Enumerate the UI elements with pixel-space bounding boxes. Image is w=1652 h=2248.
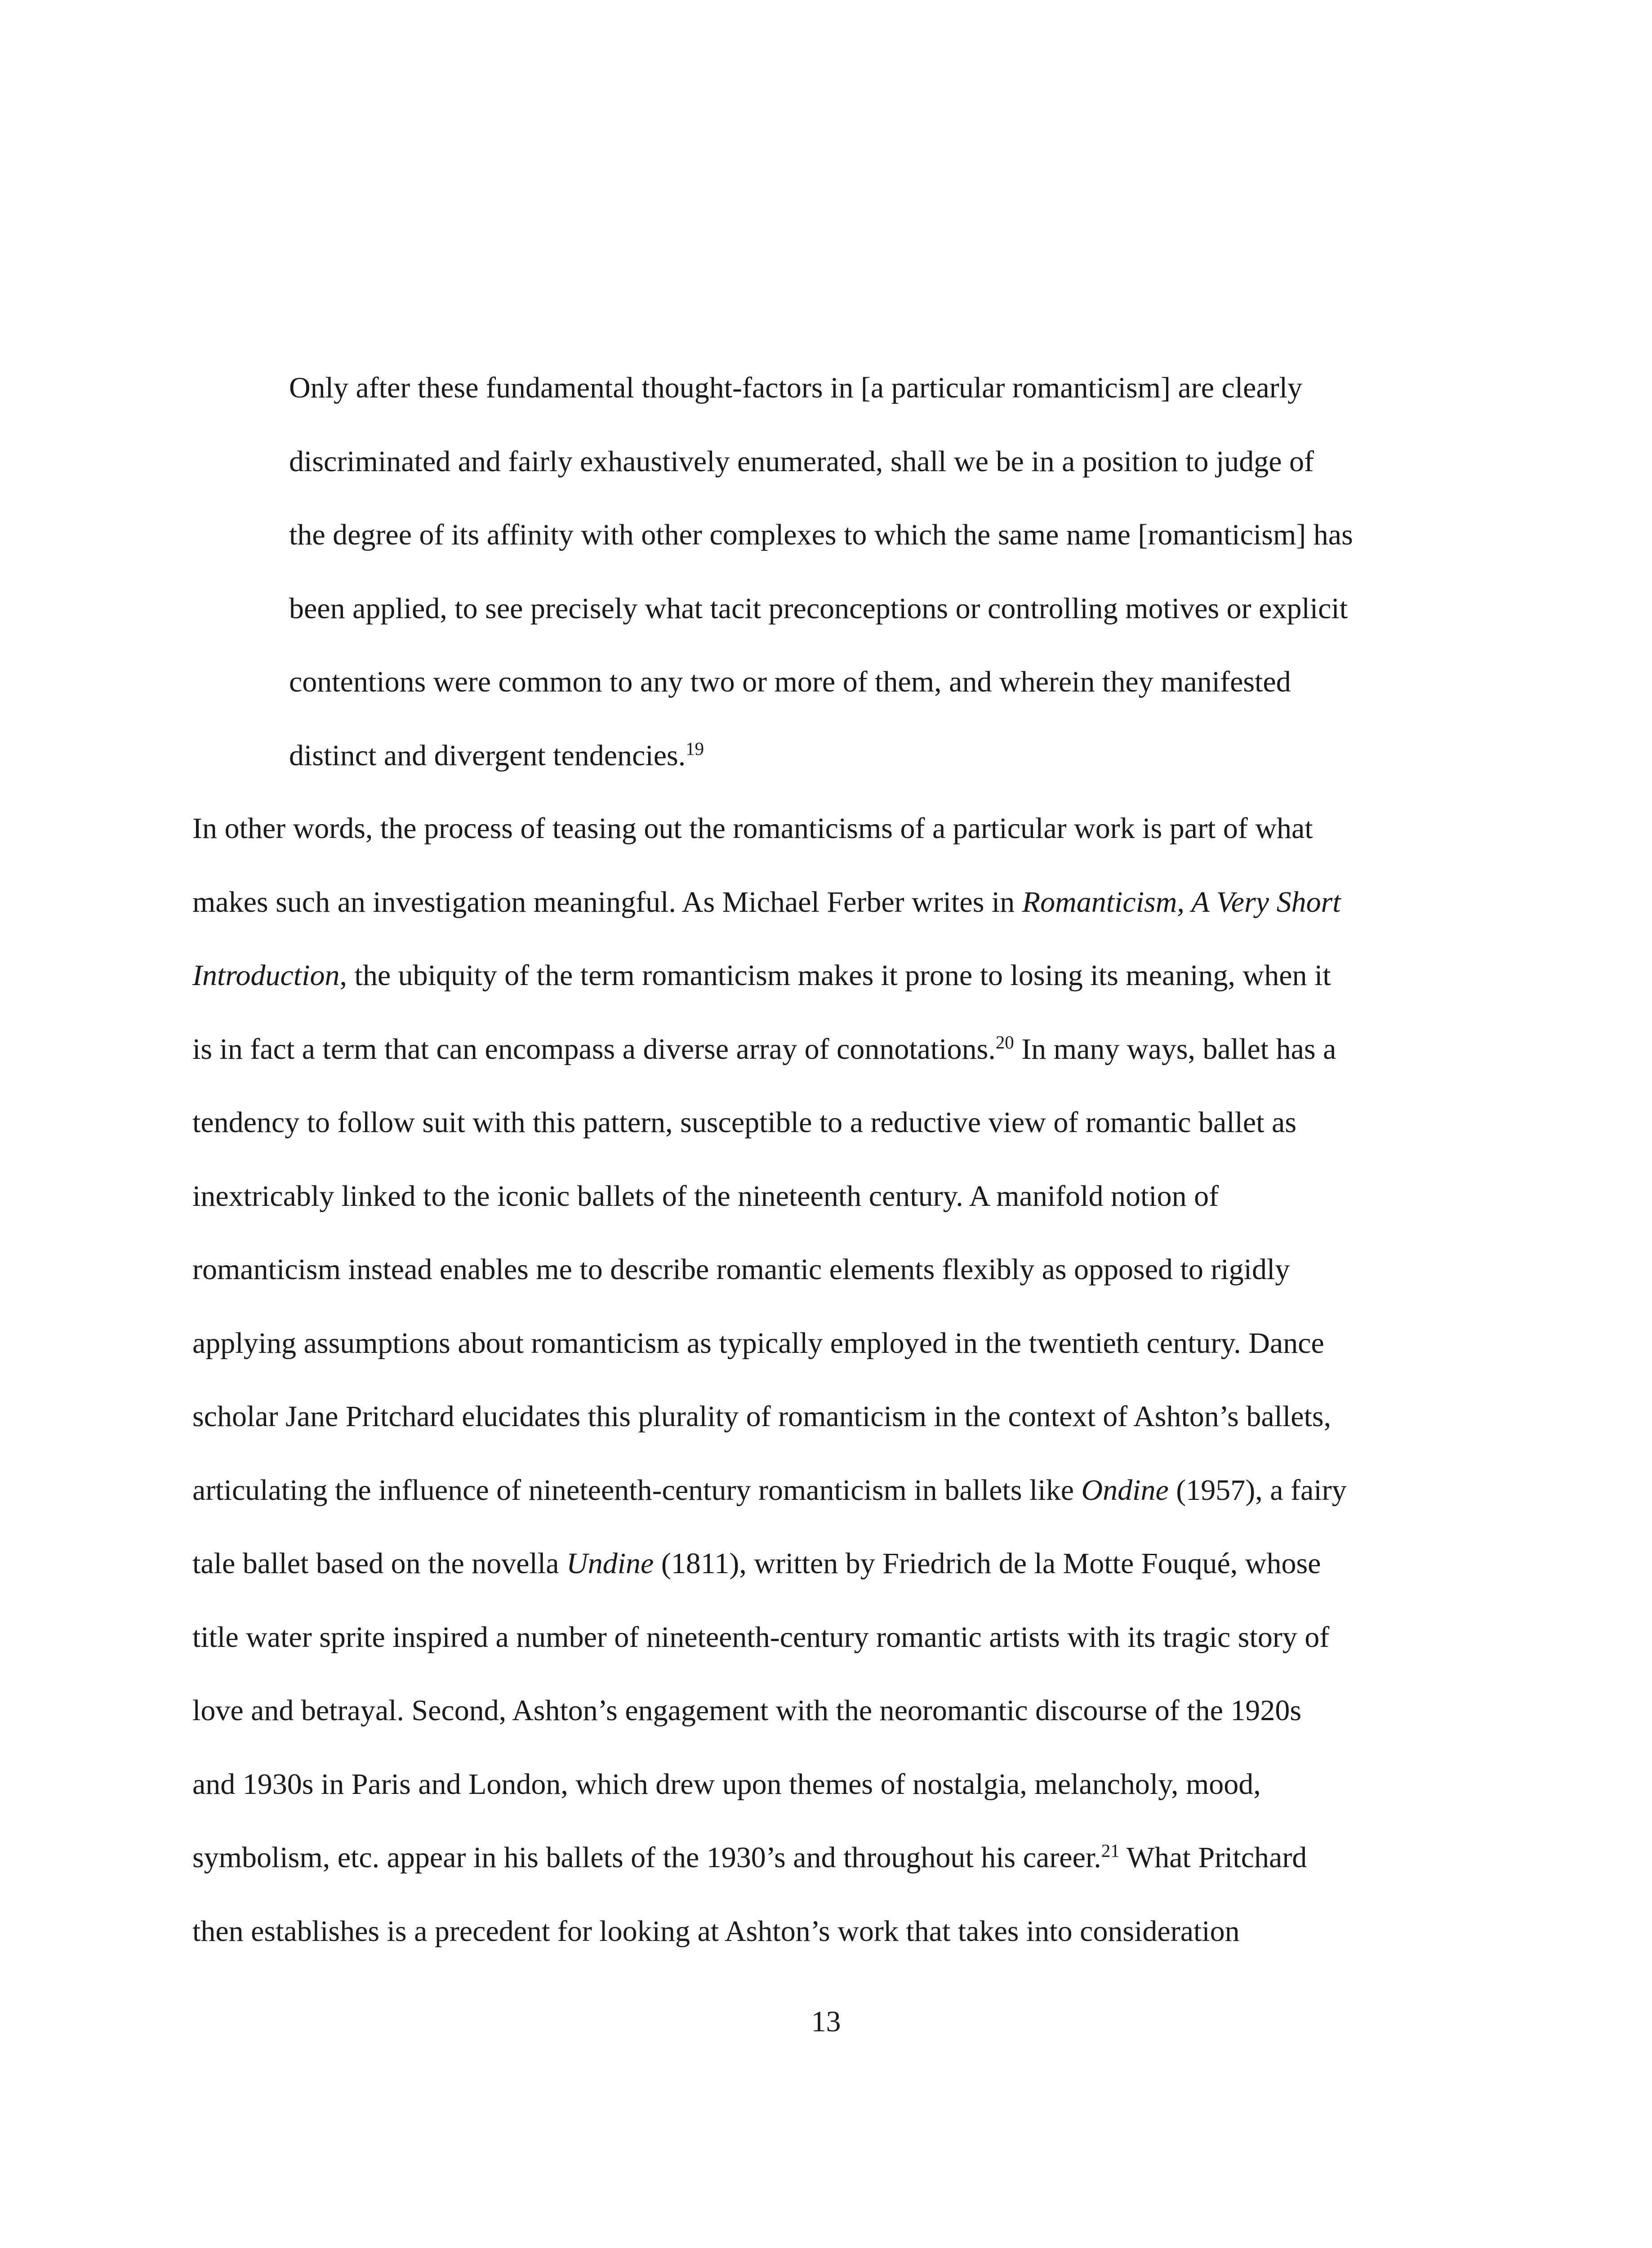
body-text: is in fact a term that can encompass a diverse array of connotations. xyxy=(192,1032,996,1066)
body-line xyxy=(192,955,1483,1029)
quote-line: discriminated and fairly exhaustively enumerated, shall we be in a position to judge of xyxy=(289,445,1314,478)
body-line: love and betrayal. Second, Ashton’s engagement with the neoromantic discourse of the 1920s xyxy=(192,1694,1302,1727)
ballet-title: Ondine xyxy=(1081,1473,1169,1507)
body-text: (1957), a fairy xyxy=(1168,1473,1347,1507)
body-line: applying assumptions about romanticism as typically employed in the twentieth century. Dance xyxy=(192,1326,1324,1360)
quote-line: been applied, to see precisely what tacit preconceptions or controlling motives or explicit xyxy=(289,592,1348,625)
quote-line-last xyxy=(289,736,1480,809)
body-line: tendency to follow suit with this pattern, susceptible to a reductive view of romantic ballet as xyxy=(192,1106,1297,1139)
quote-text: distinct and divergent tendencies. xyxy=(289,739,686,772)
book-title: Introduction xyxy=(192,959,340,992)
body-text: tale ballet based on the novella xyxy=(192,1547,567,1580)
book-title: Romanticism, A Very Short xyxy=(1022,885,1341,919)
quote-line: the degree of its affinity with other complexes to which the same name [romanticism] has xyxy=(289,518,1353,551)
page-number: 13 xyxy=(811,2005,841,2038)
body-line: inextricably linked to the iconic ballets of the nineteenth century. A manifold notion of xyxy=(192,1179,1219,1213)
body-line: and 1930s in Paris and London, which drew upon themes of nostalgia, melancholy, mood, xyxy=(192,1767,1261,1801)
footnote-ref-21: 21 xyxy=(1101,1841,1120,1861)
body-text: , the ubiquity of the term romanticism makes it prone to losing its meaning, when it xyxy=(339,959,1331,992)
body-text: articulating the influence of nineteenth-century romanticism in ballets like xyxy=(192,1473,1082,1507)
body-line xyxy=(192,1470,1483,1544)
body-text: (1811), written by Friedrich de la Motte Fouqué, whose xyxy=(654,1547,1321,1580)
body-line: title water sprite inspired a number of nineteenth-century romantic artists with its tragic story of xyxy=(192,1620,1330,1654)
body-paragraph xyxy=(192,808,1483,1985)
quote-line: contentions were common to any two or more of them, and wherein they manifested xyxy=(289,665,1291,698)
body-line xyxy=(192,882,1483,956)
body-text: What Pritchard xyxy=(1119,1841,1307,1874)
body-line xyxy=(192,1543,1483,1617)
quote-line: Only after these fundamental thought-factors in [a particular romanticism] are clearly xyxy=(289,371,1303,404)
body-line: romanticism instead enables me to describe romantic elements flexibly as opposed to rigidly xyxy=(192,1253,1290,1286)
body-line: scholar Jane Pritchard elucidates this plurality of romanticism in the context of Ashton’s ballets, xyxy=(192,1400,1331,1433)
body-text: symbolism, etc. appear in his ballets of the 1930’s and throughout his career. xyxy=(192,1841,1101,1874)
footnote-ref-20: 20 xyxy=(995,1032,1014,1053)
body-line xyxy=(192,1838,1483,1911)
body-line xyxy=(192,1029,1483,1103)
body-line: In other words, the process of teasing out the romanticisms of a particular work is part of what xyxy=(192,812,1313,845)
body-text: makes such an investigation meaningful. As Michael Ferber writes in xyxy=(192,885,1022,919)
block-quote xyxy=(289,368,1480,809)
novella-title: Undine xyxy=(566,1547,654,1580)
body-line: then establishes is a precedent for looking at Ashton’s work that takes into consideration xyxy=(192,1914,1240,1948)
body-text: In many ways, ballet has a xyxy=(1014,1032,1336,1066)
footnote-ref-19: 19 xyxy=(686,738,704,759)
